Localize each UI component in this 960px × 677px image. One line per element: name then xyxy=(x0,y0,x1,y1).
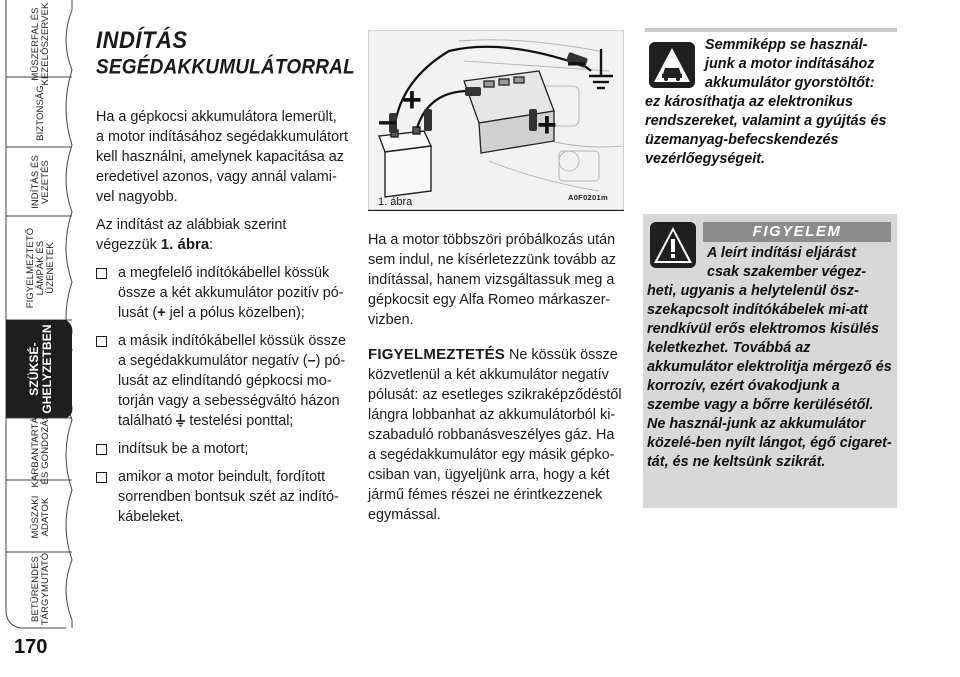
plus-label-right: + xyxy=(537,106,557,144)
figure-caption: 1. ábra xyxy=(378,196,413,208)
tab-emergency-active[interactable]: SZÜKSÉ- GHELYZETBEN xyxy=(27,324,54,414)
list-item xyxy=(96,263,348,323)
section-title-line2: SEGÉDAKKUMULÁTORRAL xyxy=(96,56,355,80)
chapter-tab-column xyxy=(0,0,78,677)
tab-warning-lights[interactable]: FIGYELMEZTETŐ LÁMPÁK ÉS ÜZENETEK xyxy=(25,227,56,309)
jump-start-illustration xyxy=(369,31,623,209)
tab-safety[interactable]: BIZTONSÁG xyxy=(35,85,46,141)
checkbox-bullet-icon xyxy=(96,336,107,347)
charger-note xyxy=(645,36,897,186)
figyelem-rest: heti, ugyanis a helytelenül ösz-szekapcsolt indítókábelek mi-att rendkívül erős elektromos kisülés keletkezhet. Továbbá az akkumulátor elektrolitja mérgező és korrozív, ezért óvakodjunk a szembe vagy a bőrre kerülésétől. Ne használ-junk az akkumulátor közelé-ben nyílt lángot, égő cigaret-tát, és ne keltsünk szikrát. xyxy=(647,283,892,470)
charger-note-rest: ez károsíthatja az elektronikus rendszereket, valamint a gyújtás és üzemanyag-befecskendezés vezérlőegységeit. xyxy=(645,94,887,167)
tab-maintenance[interactable]: KARBANTARTÁS ÉS GONDOZÁS xyxy=(30,410,51,488)
top-rule xyxy=(645,28,897,32)
tab-starting-driving[interactable]: INDÍTÁS ÉS VEZETÉS xyxy=(30,155,51,209)
minus-label-right: – xyxy=(567,43,586,81)
minus-symbol: – xyxy=(307,353,316,369)
list-item xyxy=(96,439,348,459)
list-item xyxy=(96,467,348,527)
warning-lead: FIGYELMEZTETÉS xyxy=(368,346,505,363)
plus-symbol: + xyxy=(157,305,166,321)
intro-paragraph: Ha a gépkocsi akkumulátora lemerült, a motor indításához segédakkumulátort kell használni, amelynek kapacitása az eredetivel azonos, vagy annál valami-vel nagyobb. xyxy=(96,109,348,205)
instruction-suffix: : xyxy=(209,237,214,253)
figyelem-header: FIGYELEM xyxy=(703,222,891,242)
section-title-line1: INDÍTÁS xyxy=(96,26,188,54)
figure-reference[interactable]: 1. ábra xyxy=(160,236,210,253)
minus-label-left: – xyxy=(378,102,397,140)
checkbox-bullet-icon xyxy=(96,444,107,455)
figyelem-line2: csak szakember végez- xyxy=(707,264,867,280)
column-1-text xyxy=(96,107,348,535)
tab-technical-data[interactable]: MŰSZAKI ADATOK xyxy=(30,495,51,539)
charger-note-line3: akkumulátor gyorstöltőt: xyxy=(705,75,875,91)
figure-code: A0F0201m xyxy=(568,193,608,202)
bullet-1-text-b: jel a pólus közelben); xyxy=(165,305,305,321)
instruction-prefix: Az indítást az alábbiak szerint végezzük xyxy=(96,217,287,253)
bullet-2-text-c: testelési ponttal; xyxy=(185,413,294,429)
plus-label-left: + xyxy=(402,81,422,119)
paragraph-repeated-attempts: Ha a motor többszöri próbálkozás után sem indul, ne kísérletezzünk tovább az indítással, hanem vizsgáltassuk meg a gépkocsit egy Alfa Romeo márkaszer-vizben. xyxy=(368,232,616,328)
page-number: 170 xyxy=(14,636,48,658)
instruction-paragraph xyxy=(96,215,348,255)
bullet-2-text-a: a másik indítókábellel kössük össze a segédakkumulátor negatív ( xyxy=(118,333,346,369)
ground-symbol-icon xyxy=(589,49,613,88)
tab-dashboard-controls[interactable]: MŰSZERFAL ÉS KEZELŐSZERVEK xyxy=(30,2,51,86)
charger-note-line1: Semmiképp se használ- xyxy=(705,37,868,53)
jump-start-figure xyxy=(368,30,624,210)
bullet-1-text-a: a megfelelő indítókábellel kössük össze a két akkumulátor pozitív pó-lusát ( xyxy=(118,265,344,321)
figyelem-line1: A leírt indítási eljárást xyxy=(707,245,857,261)
figyelem-text xyxy=(647,244,893,472)
warning-paragraph xyxy=(368,345,624,525)
figyelem-warning-box xyxy=(643,214,897,508)
car-warning-icon xyxy=(649,42,695,88)
warning-text: Ne kössük össze közvetlenül a két akkumulátor negatív pólusát: az esetleges szikraképződéstől lángra lobbanhat az akkumulátorból ki-szabaduló robbanásveszélyes gáz. Ha a segédakkumulátor egy másik gépko-csiban van, ügyeljünk arra, hogy a két jármű fémes részei ne érintkezzenek egymással. xyxy=(368,347,622,523)
figure-divider xyxy=(368,210,624,211)
checkbox-bullet-icon xyxy=(96,268,107,279)
list-item xyxy=(96,331,348,431)
bullet-2-text-b: ) pó-lusát az elindítandó gépkocsi mo-torján vagy a sebességváltó házon található xyxy=(118,353,346,429)
bullet-3-text: indítsuk be a motort; xyxy=(118,441,249,457)
tab-index[interactable]: BETŰRENDES TÁRGYMUTATÓ xyxy=(30,552,51,626)
checkbox-bullet-icon xyxy=(96,472,107,483)
charger-note-line2: junk a motor indításához xyxy=(705,56,875,72)
bullet-4-text: amikor a motor beindult, fordított sorrendben bontsuk szét az indító-kábeleket. xyxy=(118,469,339,525)
column-2-text xyxy=(368,230,624,540)
